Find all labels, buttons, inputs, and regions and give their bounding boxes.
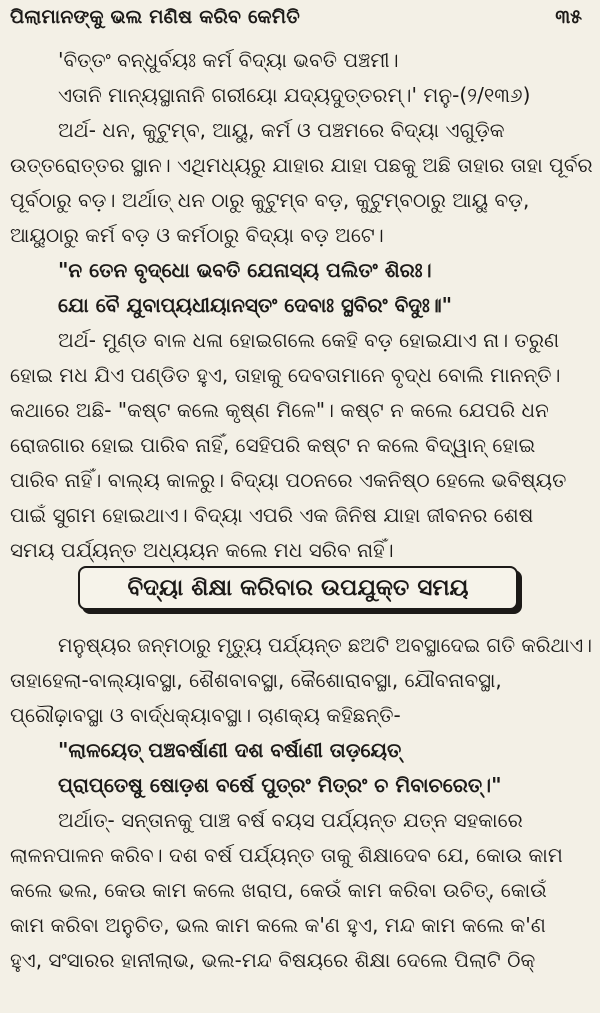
verse-line-1: 'ବିତ୍ତଂ ବନ୍ଧୁର୍ବୟଃ କର୍ମ ବିଦ୍ୟା ଭବତି ପଞ୍ଚମୀ।: [58, 48, 399, 72]
page-number: ୩୫: [555, 6, 582, 28]
text-line: ହୋଇ ମଧ ଯିଏ ପଣ୍ଡିତ ହୁଏ, ତାହାକୁ ଦେବତାମାନେ ବୃଦ୍ଧ ବୋଲି ମାନନ୍ତି।: [10, 363, 561, 387]
text-line: କଲେ ଭଲ, କେଉ କାମ କଲେ ଖରାପ, କେଉଁ କାମ କରିବା ଉଚିତ୍, କୋଉଁ: [10, 878, 547, 902]
verse-line-6: ପ୍ରାପ୍ତେଷୁ ଷୋଡ଼ଶ ବର୍ଷେ ପୁତ୍ରଂ ମିତ୍ରଂ ଚ ମିବାଚରେତ୍।": [58, 773, 502, 797]
text-line: ଆୟୁଠାରୁ କର୍ମ ବଡ଼ ଓ କର୍ମଠାରୁ ବିଦ୍ୟା ବଡ଼ ଅଟେ।: [10, 223, 384, 247]
section-heading-box: [78, 566, 518, 610]
text-line: କଥାରେ ଅଛି- "କଷ୍ଟ କଲେ କୃଷ୍ଣ ମିଳେ"। କଷ୍ଟ ନ କଲେ ଯେପରି ଧନ: [10, 398, 549, 422]
text-line: ପାଇଁ ସୁଗମ ହୋଇଥାଏ। ବିଦ୍ୟା ଏପରି ଏକ ଜିନିଷ ଯାହା ଜୀବନର ଶେଷ: [10, 503, 534, 527]
text-line: ପାରିବ ନାହିଁ। ବାଲ୍ୟ କାଳରୁ। ବିଦ୍ୟା ପଠନରେ ଏକନିଷ୍ଠ ହେଲେ ଭବିଷ୍ୟତ: [10, 468, 567, 492]
running-title: ପିଲାମାନଙ୍କୁ ଭଲ ମଣିଷ କରିବ କେମିତି: [10, 6, 300, 28]
text-line: ପୂର୍ବଠାରୁ ବଡ଼। ଅର୍ଥାତ୍ ଧନ ଠାରୁ କୁଟୁମ୍ବ ବଡ଼, କୁଟୁମ୍ବଠାରୁ ଆୟୁ ବଡ଼,: [10, 188, 530, 212]
text-line: ଅର୍ଥ- ଧନ, କୁଟୁମ୍ବ, ଆୟୁ, କର୍ମ ଓ ପଞ୍ଚମରେ ବିଦ୍ୟା ଏଗୁଡ଼ିକ: [58, 118, 505, 142]
section-heading: ବିଦ୍ୟା ଶିକ୍ଷା କରିବାର ଉପଯୁକ୍ତ ସମୟ: [127, 575, 469, 601]
text-line: କାମ କରିବା ଅନୁଚିତ, ଭଲ କାମ କଲେ କ'ଣ ହୁଏ, ମନ୍ଦ କାମ କଲେ କ'ଣ: [10, 913, 546, 937]
verse-line-4: ଯୋ ବୈ ଯୁବାପ୍ୟଧୀୟାନସ୍ତଂ ଦେବାଃ ସ୍ଥବିରଂ ବିଦୁଃ॥": [58, 293, 453, 317]
page-header: [0, 0, 600, 40]
text-line: ଲାଳନପାଳନ କରିବ। ଦଶ ବର୍ଷ ପର୍ଯ୍ୟନ୍ତ ତାକୁ ଶିକ୍ଷାଦେବ ଯେ, କୋଉ କାମ: [10, 843, 563, 867]
text-line: ସମୟ ପର୍ଯ୍ୟନ୍ତ ଅଧ୍ୟୟନ କଲେ ମଧ ସରିବ ନାହିଁ।: [10, 538, 394, 562]
text-line: ମନୁଷ୍ୟର ଜନ୍ମଠାରୁ ମୃତ୍ୟୁ ପର୍ଯ୍ୟନ୍ତ ଛଅଟି ଅବସ୍ଥାଦେଇ ଗତି କରିଥାଏ।: [58, 633, 593, 657]
verse-line-2: ଏତାନି ମାନ୍ୟସ୍ଥାନାନି ଗରୀୟୋ ଯଦ୍ୟଦୁତ୍ତରମ୍।' ମନୁ-(୨/୧୩୬): [58, 83, 531, 107]
text-line: ତାହାହେଲା-ବାଲ୍ୟାବସ୍ଥା, ଶୈଶବାବସ୍ଥା, କୈଶୋରାବସ୍ଥା, ଯୌବନାବସ୍ଥା,: [10, 668, 502, 692]
text-line: ରୋଜଗାର ହୋଇ ପାରିବ ନାହିଁ, ସେହିପରି କଷ୍ଟ ନ କଲେ ବିଦ୍ୱାନ୍ ହୋଇ: [10, 433, 536, 457]
text-line: ଅର୍ଥାତ୍- ସନ୍ତାନକୁ ପାଞ୍ଚ ବର୍ଷ ବୟସ ପର୍ଯ୍ୟନ୍ତ ଯତ୍ନ ସହକାରେ: [58, 808, 523, 832]
text-line: ଉତ୍ତରୋତ୍ତର ସ୍ଥାନ। ଏଥିମଧ୍ୟରୁ ଯାହାର ଯାହା ପଛକୁ ଅଛି ତାହାର ତାହା ପୂର୍ବର: [10, 153, 593, 177]
text-line: ଅର୍ଥ- ମୁଣ୍ଡ ବାଳ ଧଳା ହୋଇଗଲେ କେହି ବଡ଼ ହୋଇଯାଏ ନା। ତରୁଣ: [58, 328, 560, 352]
text-line: ହୁଏ, ସଂସାରର ହାନୀଲାଭ, ଭଲ-ମନ୍ଦ ବିଷୟରେ ଶିକ୍ଷା ଦେଲେ ପିଲାଟି ଠିକ୍: [10, 948, 536, 972]
verse-line-5: "ଲାଳୟେତ୍ ପଞ୍ଚବର୍ଷାଣୀ ଦଶ ବର୍ଷାଣୀ ତାଡ଼ୟେତ୍: [58, 738, 402, 762]
text-line: ପ୍ରୌଢ଼ାବସ୍ଥା ଓ ବାର୍ଦ୍ଧକ୍ୟାବସ୍ଥା। ଚାଣକ୍ୟ କହିଛନ୍ତି-: [10, 703, 401, 727]
verse-line-3: "ନ ତେନ ବୃଦ୍ଧୋ ଭବତି ଯେନାସ୍ୟ ପଲିତଂ ଶିରଃ।: [58, 258, 432, 282]
